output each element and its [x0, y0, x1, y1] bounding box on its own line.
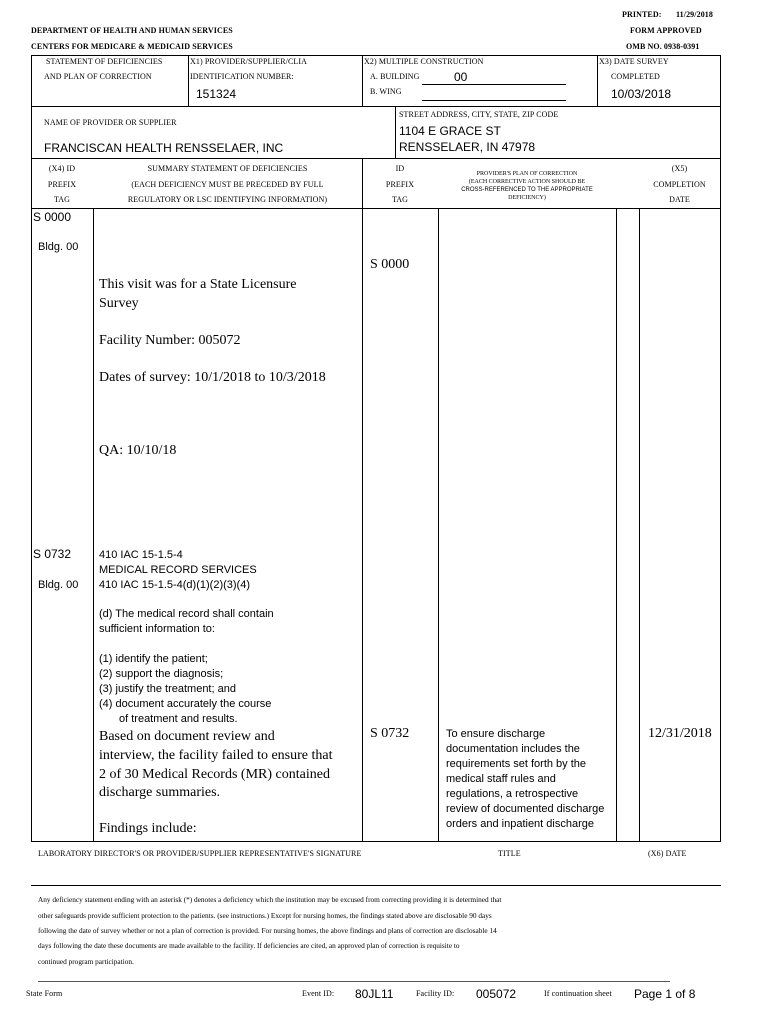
body-col-rule-5 — [639, 208, 640, 841]
plan-line-1: To ensure discharge — [446, 728, 546, 740]
statement-label-1: STATEMENT OF DEFICIENCIES — [46, 57, 163, 66]
footnote-line-5: continued program participation. — [38, 957, 134, 966]
requirement-item-4: (4) document accurately the course — [99, 698, 272, 710]
statement-label-2: AND PLAN OF CORRECTION — [44, 72, 152, 81]
visit-line-2: Survey — [99, 296, 139, 311]
x4-header-2: PREFIX — [47, 180, 77, 189]
finding-line-1: Based on document review and — [99, 729, 275, 744]
finding-line-3: 2 of 30 Medical Records (MR) contained — [99, 767, 330, 782]
plan-line-6: review of documented discharge — [446, 803, 605, 815]
header-bottom-rule — [31, 158, 721, 159]
provider-name-label: NAME OF PROVIDER OR SUPPLIER — [44, 118, 177, 127]
plan-header-1: PROVIDER'S PLAN OF CORRECTION — [476, 171, 578, 177]
provider-divider — [395, 106, 396, 158]
x5-header-3: DATE — [669, 195, 690, 204]
x1-label-2: IDENTIFICATION NUMBER: — [190, 72, 294, 81]
event-id-label: Event ID: — [302, 989, 335, 998]
requirement-item-3: (3) justify the treatment; and — [99, 683, 236, 695]
facility-id-label: Facility ID: — [416, 989, 455, 998]
x2-label: X2) MULTIPLE CONSTRUCTION — [364, 57, 484, 66]
header-divider-3 — [597, 55, 598, 106]
body-col-rule-2 — [362, 158, 363, 841]
omb-number: OMB NO. 0938-0391 — [626, 42, 700, 51]
deficiency-tag-s0000: S 0000 — [33, 210, 72, 224]
plan-line-4: medical staff rules and — [446, 773, 556, 785]
finding-line-2: interview, the facility failed to ensure that — [99, 748, 333, 763]
finding-line-4: discharge summaries. — [99, 785, 221, 800]
requirement-item-1: (1) identify the patient; — [99, 653, 208, 665]
agency-line1: DEPARTMENT OF HEALTH AND HUMAN SERVICES — [31, 26, 233, 35]
plan-line-5: regulations, a retrospective — [446, 788, 579, 800]
footnote-line-2: other safeguards provide sufficient protection to the patients. (see instructions.) Except for nursing homes, the findings stated above are disclosable 90 days — [38, 911, 492, 920]
x1-label: X1) PROVIDER/SUPPLIER/CLIA — [190, 57, 308, 66]
x4-header-3: TAG — [53, 195, 71, 204]
requirement-item-4-cont: of treatment and results. — [119, 713, 238, 725]
x5-header-1: (X5) — [671, 164, 688, 173]
x4-header-1: (X4) ID — [48, 164, 76, 173]
body-col-rule-3 — [438, 208, 439, 841]
x3-label: X3) DATE SURVEY — [599, 57, 669, 66]
requirement-line-1: (d) The medical record shall contain — [99, 608, 274, 620]
footnote-line-1: Any deficiency statement ending with an asterisk (*) denotes a deficiency which the institution may be excused from correcting providing it is determined that — [38, 895, 502, 904]
visit-line-1: This visit was for a State Licensure — [99, 277, 297, 292]
columns-header-rule — [31, 208, 721, 209]
plan-tag-s0000: S 0000 — [370, 257, 410, 272]
requirement-line-2: sufficient information to: — [99, 623, 215, 635]
printed-label: PRINTED: — [622, 10, 662, 19]
building-tag-2: Bldg. 00 — [38, 579, 79, 591]
body-bottom-rule — [31, 841, 721, 842]
address-line-2: RENSSELAER, IN 47978 — [399, 140, 536, 154]
requirement-item-2: (2) support the diagnosis; — [99, 668, 224, 680]
regulation-line-2: MEDICAL RECORD SERVICES — [99, 564, 257, 576]
id-header-2: PREFIX — [385, 180, 415, 189]
provider-name-value: FRANCISCAN HEALTH RENSSELAER, INC — [44, 141, 284, 155]
facility-number: Facility Number: 005072 — [99, 333, 241, 348]
survey-dates: Dates of survey: 10/1/2018 to 10/3/2018 — [99, 370, 326, 385]
body-col-rule-4 — [616, 208, 617, 841]
footnote-line-3: following the date of survey whether or not a plan of correction is provided. For nursing homes, the above findings and plans of correction are disclosable 14 — [38, 926, 497, 935]
continuation-label: If continuation sheet — [544, 989, 612, 998]
printed-date: 11/29/2018 — [676, 10, 714, 19]
building-underline — [422, 84, 566, 85]
plan-line-7: orders and inpatient discharge — [446, 818, 594, 830]
deficiency-tag-s0732: S 0732 — [33, 547, 72, 561]
header-mid-rule — [31, 106, 721, 107]
header-divider-1 — [188, 55, 189, 106]
footer-rule — [38, 981, 670, 982]
plan-header-2: (EACH CORRECTIVE ACTION SHOULD BE — [468, 179, 586, 185]
title-label: TITLE — [498, 849, 521, 858]
state-form-label: State Form — [26, 989, 63, 998]
x5-header-2: COMPLETION — [653, 180, 706, 189]
wing-label: B. WING — [370, 87, 402, 96]
x3-label-2: COMPLETED — [611, 72, 660, 81]
summary-header-1: SUMMARY STATEMENT OF DEFICIENCIES — [147, 164, 308, 173]
agency-line2: CENTERS FOR MEDICARE & MEDICAID SERVICES — [31, 42, 233, 51]
frame-right-rule — [720, 55, 721, 208]
qa-date: QA: 10/10/18 — [99, 443, 177, 458]
header-divider-2 — [362, 55, 363, 106]
plan-line-2: documentation includes the — [446, 743, 580, 755]
plan-tag-s0732: S 0732 — [370, 726, 410, 741]
completion-date: 12/31/2018 — [648, 726, 712, 741]
id-header-3: TAG — [391, 195, 409, 204]
signature-label: LABORATORY DIRECTOR'S OR PROVIDER/SUPPLIER REPRESENTATIVE'S SIGNATURE — [38, 849, 362, 858]
page-number: Page 1 of 8 — [634, 987, 696, 1001]
provider-id-value: 151324 — [196, 87, 237, 101]
event-id-value: 80JL11 — [355, 987, 394, 1001]
signature-rule — [31, 885, 721, 886]
building-value: 00 — [454, 70, 468, 84]
form-approved: FORM APPROVED — [630, 26, 702, 35]
footnote-line-4: days following the date these documents are made available to the facility. If deficiencies are cited, an approved plan of correction is requisite to — [38, 941, 460, 950]
facility-id-value: 005072 — [476, 987, 517, 1001]
address-line-1: 1104 E GRACE ST — [399, 124, 501, 138]
summary-header-2: (EACH DEFICIENCY MUST BE PRECEDED BY FULL — [131, 180, 324, 189]
body-right-rule — [720, 208, 721, 841]
summary-header-3: REGULATORY OR LSC IDENTIFYING INFORMATION) — [127, 195, 328, 204]
address-label: STREET ADDRESS, CITY, STATE, ZIP CODE — [399, 110, 559, 119]
survey-date-value: 10/03/2018 — [611, 87, 672, 101]
regulation-line-3: 410 IAC 15-1.5-4(d)(1)(2)(3)(4) — [99, 579, 250, 591]
id-header-1: ID — [395, 164, 405, 173]
plan-header-4: DEFICIENCY) — [508, 195, 546, 201]
x6-date-label: (X6) DATE — [648, 849, 687, 858]
regulation-line-1: 410 IAC 15-1.5-4 — [99, 549, 183, 561]
body-left-rule — [31, 208, 32, 841]
building-label: A. BUILDING — [370, 72, 420, 81]
plan-header-3: CROSS-REFERENCED TO THE APPROPRIATE — [461, 187, 593, 193]
plan-line-3: requirements set forth by the — [446, 758, 587, 770]
body-col-rule-1 — [93, 208, 94, 841]
header-top-rule — [31, 55, 721, 56]
findings-include: Findings include: — [99, 821, 197, 836]
building-tag-1: Bldg. 00 — [38, 241, 79, 253]
wing-underline — [422, 100, 566, 101]
